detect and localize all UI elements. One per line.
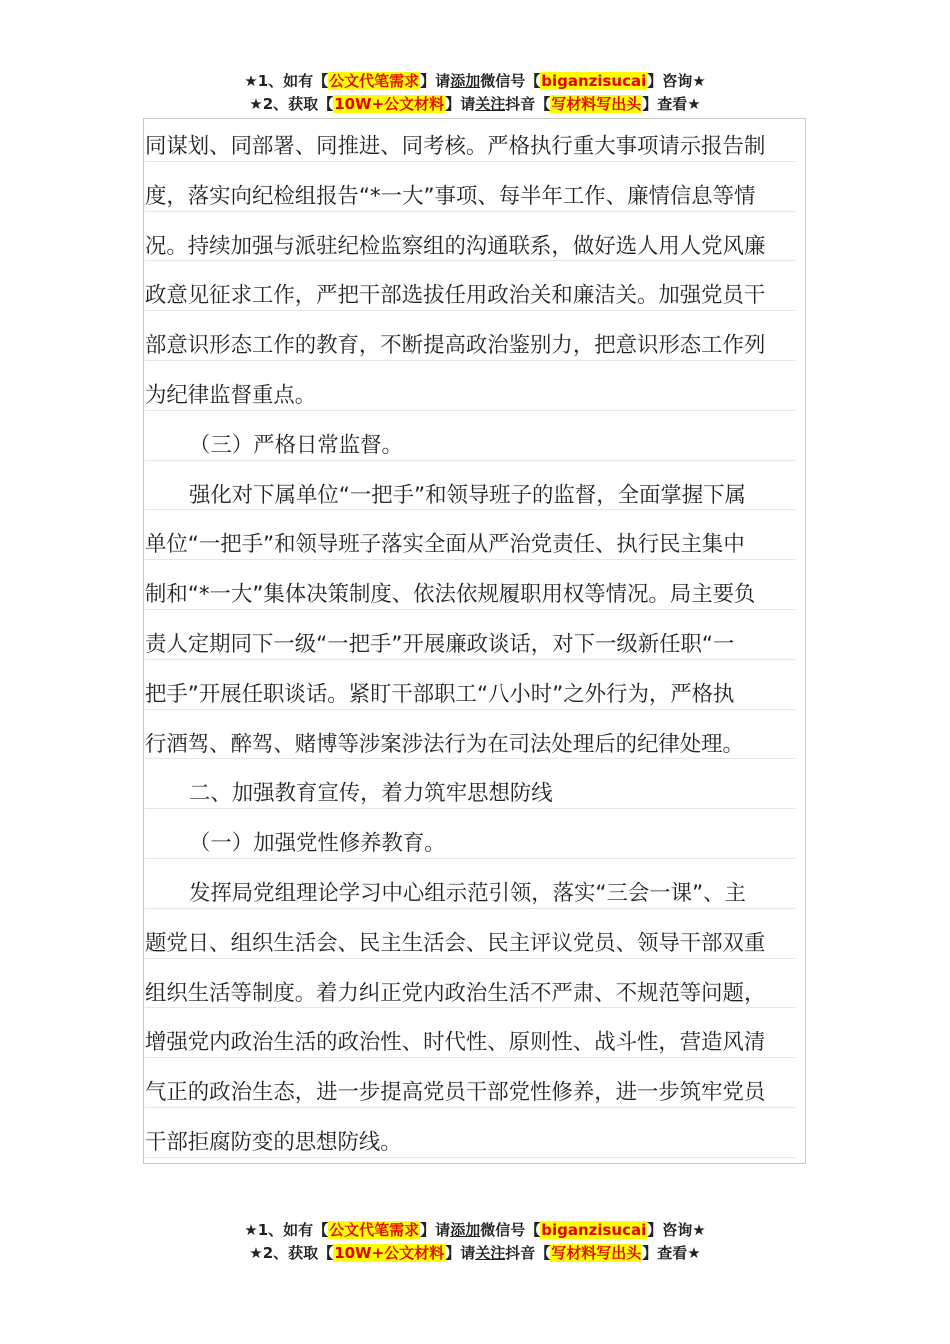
banner-text: 微信号【 <box>480 1221 541 1239</box>
underlined-text: 关注 <box>475 1244 506 1262</box>
header-banner <box>0 70 950 116</box>
banner-line-2 <box>0 1242 950 1265</box>
underlined-text: 关注 <box>475 95 506 113</box>
underlined-text: 添加 <box>450 1221 481 1239</box>
highlight-service: 公文代笔需求 <box>329 1221 420 1239</box>
banner-text: 】请 <box>420 1221 451 1239</box>
banner-text: 微信号【 <box>480 72 541 90</box>
body-line: 部意识形态工作的教育，不断提高政治鉴别力，把意识形态工作列 <box>145 321 805 371</box>
banner-text: 】查看★ <box>642 1244 701 1262</box>
highlight-wechat-id: biganzisucai <box>541 1221 647 1239</box>
body-line: 干部拒腐防变的思想防线。 <box>145 1118 805 1168</box>
body-line: 把手”开展任职谈话。紧盯干部职工“八小时”之外行为，严格执 <box>145 670 805 720</box>
section-heading: 二、加强教育宣传，着力筑牢思想防线 <box>145 769 805 819</box>
banner-line-1 <box>0 70 950 93</box>
body-line: 况。持续加强与派驻纪检监察组的沟通联系，做好选人用人党风廉 <box>145 222 805 272</box>
highlight-service: 公文代笔需求 <box>329 72 420 90</box>
footer-banner <box>0 1219 950 1265</box>
body-line: 组织生活等制度。着力纠正党内政治生活不严肃、不规范等问题， <box>145 969 805 1019</box>
body-line: 同谋划、同部署、同推进、同考核。严格执行重大事项请示报告制 <box>145 122 805 172</box>
highlight-materials: 10W+公文材料 <box>334 95 445 113</box>
underlined-text: 添加 <box>450 72 481 90</box>
body-line: 发挥局党组理论学习中心组示范引领，落实“三会一课”、主 <box>145 869 805 919</box>
body-line: 为纪律监督重点。 <box>145 371 805 421</box>
banner-text: 抖音【 <box>505 1244 551 1262</box>
highlight-materials: 10W+公文材料 <box>334 1244 445 1262</box>
banner-text: ★1、如有【 <box>244 72 329 90</box>
banner-text: ★2、获取【 <box>249 1244 334 1262</box>
subsection-heading: （一）加强党性修养教育。 <box>145 819 805 869</box>
body-line: 强化对下属单位“一把手”和领导班子的监督，全面掌握下属 <box>145 471 805 521</box>
banner-text: 】请 <box>445 1244 476 1262</box>
document-body <box>145 122 805 1168</box>
banner-text: 抖音【 <box>505 95 551 113</box>
banner-text: 】咨询★ <box>647 1221 706 1239</box>
body-line: 行酒驾、醉驾、赌博等涉案涉法行为在司法处理后的纪律处理。 <box>145 720 805 770</box>
banner-text: 】请 <box>445 95 476 113</box>
body-line: 题党日、组织生活会、民主生活会、民主评议党员、领导干部双重 <box>145 919 805 969</box>
banner-text: 】请 <box>420 72 451 90</box>
body-line: 单位“一把手”和领导班子落实全面从严治党责任、执行民主集中 <box>145 520 805 570</box>
banner-text: 】咨询★ <box>647 72 706 90</box>
body-line: 增强党内政治生活的政治性、时代性、原则性、战斗性，营造风清 <box>145 1018 805 1068</box>
body-line: 制和“*一大”集体决策制度、依法依规履职用权等情况。局主要负 <box>145 570 805 620</box>
body-line: 责人定期同下一级“一把手”开展廉政谈话，对下一级新任职“一 <box>145 620 805 670</box>
body-line: 气正的政治生态，进一步提高党员干部党性修养，进一步筑牢党员 <box>145 1068 805 1118</box>
banner-text: ★1、如有【 <box>244 1221 329 1239</box>
highlight-wechat-id: biganzisucai <box>541 72 647 90</box>
highlight-douyin-id: 写材料写出头 <box>551 95 642 113</box>
banner-line-2 <box>0 93 950 116</box>
banner-text: ★2、获取【 <box>249 95 334 113</box>
banner-text: 】查看★ <box>642 95 701 113</box>
banner-line-1 <box>0 1219 950 1242</box>
section-heading: （三）严格日常监督。 <box>145 421 805 471</box>
body-line: 度，落实向纪检组报告“*一大”事项、每半年工作、廉情信息等情 <box>145 172 805 222</box>
body-line: 政意见征求工作，严把干部选拔任用政治关和廉洁关。加强党员干 <box>145 271 805 321</box>
highlight-douyin-id: 写材料写出头 <box>551 1244 642 1262</box>
